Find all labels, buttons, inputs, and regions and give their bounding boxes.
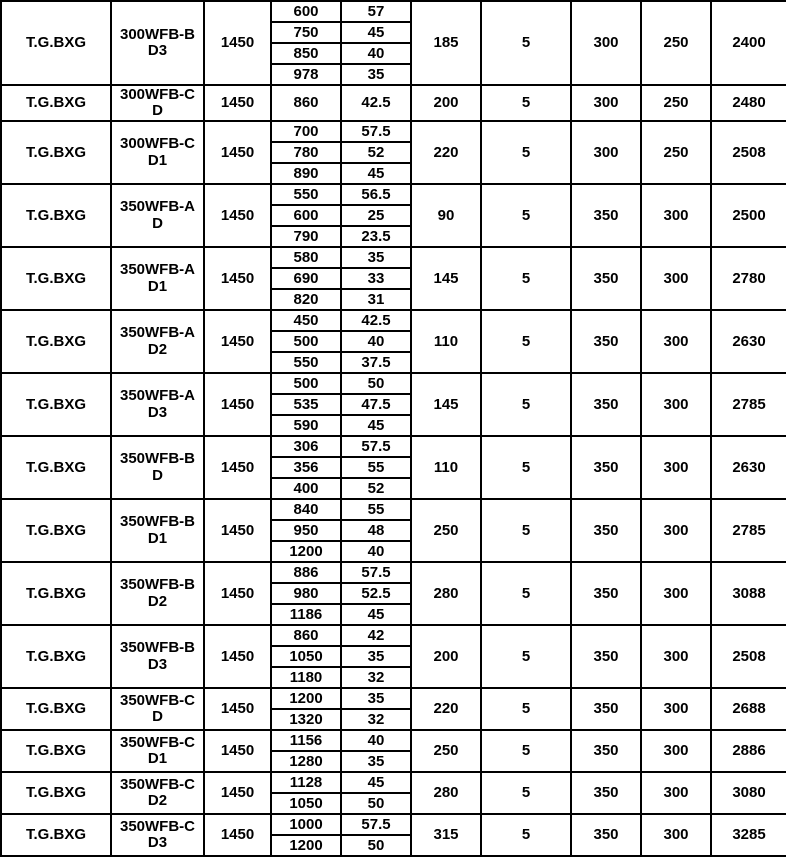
spec-row [1,562,786,583]
flow-cell: 550 [271,184,341,205]
weight-cell: 2630 [711,436,786,499]
speed-cell: 1450 [204,772,271,814]
flow-cell: 600 [271,205,341,226]
c7-cell: 5 [481,121,571,184]
flow-cell: 550 [271,352,341,373]
flow-cell: 306 [271,436,341,457]
brand-cell: T.G.BXG [1,814,111,856]
c8-cell: 350 [571,625,641,688]
spec-table-body [1,1,786,856]
c7-cell: 5 [481,247,571,310]
spec-row [1,373,786,394]
c8-cell: 350 [571,730,641,772]
weight-cell: 2480 [711,85,786,121]
c8-cell: 350 [571,688,641,730]
flow-cell: 1200 [271,835,341,856]
brand-cell: T.G.BXG [1,184,111,247]
spec-row [1,625,786,646]
c8-cell: 350 [571,184,641,247]
c8-cell: 350 [571,499,641,562]
speed-cell: 1450 [204,85,271,121]
flow-cell: 1186 [271,604,341,625]
weight-cell: 2785 [711,373,786,436]
flow-cell: 590 [271,415,341,436]
flow-cell: 400 [271,478,341,499]
head-cell: 45 [341,163,411,184]
c8-cell: 350 [571,247,641,310]
model-cell: 350WFB-AD2 [111,310,204,373]
brand-cell: T.G.BXG [1,1,111,85]
c9-cell: 300 [641,625,711,688]
brand-cell: T.G.BXG [1,625,111,688]
head-cell: 25 [341,205,411,226]
head-cell: 35 [341,646,411,667]
c8-cell: 300 [571,85,641,121]
power-cell: 145 [411,247,481,310]
flow-cell: 850 [271,43,341,64]
flow-cell: 1200 [271,541,341,562]
flow-cell: 950 [271,520,341,541]
speed-cell: 1450 [204,730,271,772]
c7-cell: 5 [481,688,571,730]
c8-cell: 350 [571,310,641,373]
brand-cell: T.G.BXG [1,730,111,772]
flow-cell: 1156 [271,730,341,751]
speed-cell: 1450 [204,436,271,499]
c8-cell: 350 [571,814,641,856]
flow-cell: 600 [271,1,341,22]
brand-cell: T.G.BXG [1,436,111,499]
c9-cell: 250 [641,85,711,121]
flow-cell: 1280 [271,751,341,772]
head-cell: 35 [341,64,411,85]
flow-cell: 790 [271,226,341,247]
power-cell: 280 [411,562,481,625]
c7-cell: 5 [481,1,571,85]
c8-cell: 350 [571,772,641,814]
head-cell: 50 [341,373,411,394]
head-cell: 52.5 [341,583,411,604]
brand-cell: T.G.BXG [1,247,111,310]
power-cell: 250 [411,730,481,772]
c7-cell: 5 [481,310,571,373]
model-cell: 350WFB-CD1 [111,730,204,772]
flow-cell: 580 [271,247,341,268]
flow-cell: 1180 [271,667,341,688]
head-cell: 52 [341,478,411,499]
flow-cell: 750 [271,22,341,43]
weight-cell: 2688 [711,688,786,730]
model-cell: 300WFB-CD [111,85,204,121]
head-cell: 50 [341,793,411,814]
brand-cell: T.G.BXG [1,772,111,814]
c7-cell: 5 [481,814,571,856]
model-cell: 350WFB-BD3 [111,625,204,688]
speed-cell: 1450 [204,562,271,625]
speed-cell: 1450 [204,121,271,184]
c7-cell: 5 [481,562,571,625]
head-cell: 40 [341,730,411,751]
flow-cell: 1320 [271,709,341,730]
c9-cell: 300 [641,436,711,499]
flow-cell: 820 [271,289,341,310]
c7-cell: 5 [481,373,571,436]
flow-cell: 700 [271,121,341,142]
weight-cell: 2785 [711,499,786,562]
flow-cell: 1050 [271,793,341,814]
speed-cell: 1450 [204,373,271,436]
model-cell: 300WFB-BD3 [111,1,204,85]
weight-cell: 2400 [711,1,786,85]
flow-cell: 356 [271,457,341,478]
head-cell: 48 [341,520,411,541]
head-cell: 47.5 [341,394,411,415]
spec-row [1,730,786,751]
head-cell: 35 [341,751,411,772]
speed-cell: 1450 [204,625,271,688]
spec-row [1,184,786,205]
speed-cell: 1450 [204,1,271,85]
head-cell: 45 [341,22,411,43]
power-cell: 220 [411,121,481,184]
brand-cell: T.G.BXG [1,499,111,562]
head-cell: 35 [341,247,411,268]
spec-row [1,1,786,22]
speed-cell: 1450 [204,688,271,730]
spec-row [1,772,786,793]
c7-cell: 5 [481,436,571,499]
head-cell: 57 [341,1,411,22]
flow-cell: 860 [271,625,341,646]
power-cell: 145 [411,373,481,436]
speed-cell: 1450 [204,310,271,373]
weight-cell: 2780 [711,247,786,310]
c7-cell: 5 [481,625,571,688]
c9-cell: 300 [641,499,711,562]
c9-cell: 300 [641,814,711,856]
head-cell: 33 [341,268,411,289]
power-cell: 315 [411,814,481,856]
head-cell: 57.5 [341,121,411,142]
power-cell: 185 [411,1,481,85]
c9-cell: 300 [641,184,711,247]
head-cell: 32 [341,709,411,730]
flow-cell: 500 [271,373,341,394]
c9-cell: 300 [641,730,711,772]
power-cell: 110 [411,310,481,373]
power-cell: 200 [411,625,481,688]
speed-cell: 1450 [204,814,271,856]
spec-row [1,499,786,520]
flow-cell: 500 [271,331,341,352]
spec-row [1,121,786,142]
flow-cell: 980 [271,583,341,604]
speed-cell: 1450 [204,499,271,562]
c7-cell: 5 [481,730,571,772]
c9-cell: 250 [641,121,711,184]
head-cell: 57.5 [341,436,411,457]
flow-cell: 690 [271,268,341,289]
brand-cell: T.G.BXG [1,688,111,730]
head-cell: 37.5 [341,352,411,373]
head-cell: 45 [341,772,411,793]
head-cell: 32 [341,667,411,688]
weight-cell: 2508 [711,121,786,184]
head-cell: 31 [341,289,411,310]
model-cell: 350WFB-AD [111,184,204,247]
c8-cell: 300 [571,121,641,184]
head-cell: 23.5 [341,226,411,247]
spec-row [1,688,786,709]
weight-cell: 2886 [711,730,786,772]
flow-cell: 1128 [271,772,341,793]
model-cell: 350WFB-CD2 [111,772,204,814]
head-cell: 45 [341,604,411,625]
head-cell: 42.5 [341,310,411,331]
head-cell: 50 [341,835,411,856]
c9-cell: 300 [641,688,711,730]
model-cell: 350WFB-CD [111,688,204,730]
c8-cell: 300 [571,1,641,85]
c7-cell: 5 [481,85,571,121]
weight-cell: 3285 [711,814,786,856]
flow-cell: 860 [271,85,341,121]
head-cell: 40 [341,541,411,562]
head-cell: 40 [341,331,411,352]
head-cell: 52 [341,142,411,163]
head-cell: 35 [341,688,411,709]
c8-cell: 350 [571,436,641,499]
power-cell: 110 [411,436,481,499]
flow-cell: 1000 [271,814,341,835]
weight-cell: 3088 [711,562,786,625]
head-cell: 55 [341,457,411,478]
speed-cell: 1450 [204,184,271,247]
c8-cell: 350 [571,562,641,625]
flow-cell: 1200 [271,688,341,709]
flow-cell: 886 [271,562,341,583]
c8-cell: 350 [571,373,641,436]
model-cell: 350WFB-CD3 [111,814,204,856]
flow-cell: 978 [271,64,341,85]
weight-cell: 2630 [711,310,786,373]
brand-cell: T.G.BXG [1,562,111,625]
head-cell: 42.5 [341,85,411,121]
head-cell: 45 [341,415,411,436]
model-cell: 350WFB-BD [111,436,204,499]
power-cell: 220 [411,688,481,730]
model-cell: 300WFB-CD1 [111,121,204,184]
brand-cell: T.G.BXG [1,373,111,436]
speed-cell: 1450 [204,247,271,310]
flow-cell: 450 [271,310,341,331]
c7-cell: 5 [481,499,571,562]
power-cell: 200 [411,85,481,121]
brand-cell: T.G.BXG [1,121,111,184]
flow-cell: 535 [271,394,341,415]
weight-cell: 2508 [711,625,786,688]
c9-cell: 250 [641,1,711,85]
weight-cell: 2500 [711,184,786,247]
c7-cell: 5 [481,772,571,814]
flow-cell: 840 [271,499,341,520]
c9-cell: 300 [641,562,711,625]
brand-cell: T.G.BXG [1,85,111,121]
head-cell: 56.5 [341,184,411,205]
head-cell: 57.5 [341,814,411,835]
brand-cell: T.G.BXG [1,310,111,373]
head-cell: 40 [341,43,411,64]
power-cell: 280 [411,772,481,814]
spec-row [1,814,786,835]
head-cell: 42 [341,625,411,646]
flow-cell: 1050 [271,646,341,667]
c9-cell: 300 [641,772,711,814]
spec-row [1,436,786,457]
flow-cell: 780 [271,142,341,163]
spec-row [1,85,786,121]
power-cell: 90 [411,184,481,247]
flow-cell: 890 [271,163,341,184]
c9-cell: 300 [641,373,711,436]
weight-cell: 3080 [711,772,786,814]
power-cell: 250 [411,499,481,562]
model-cell: 350WFB-AD3 [111,373,204,436]
model-cell: 350WFB-BD2 [111,562,204,625]
head-cell: 57.5 [341,562,411,583]
spec-row [1,310,786,331]
head-cell: 55 [341,499,411,520]
model-cell: 350WFB-BD1 [111,499,204,562]
c7-cell: 5 [481,184,571,247]
model-cell: 350WFB-AD1 [111,247,204,310]
c9-cell: 300 [641,247,711,310]
spec-row [1,247,786,268]
c9-cell: 300 [641,310,711,373]
